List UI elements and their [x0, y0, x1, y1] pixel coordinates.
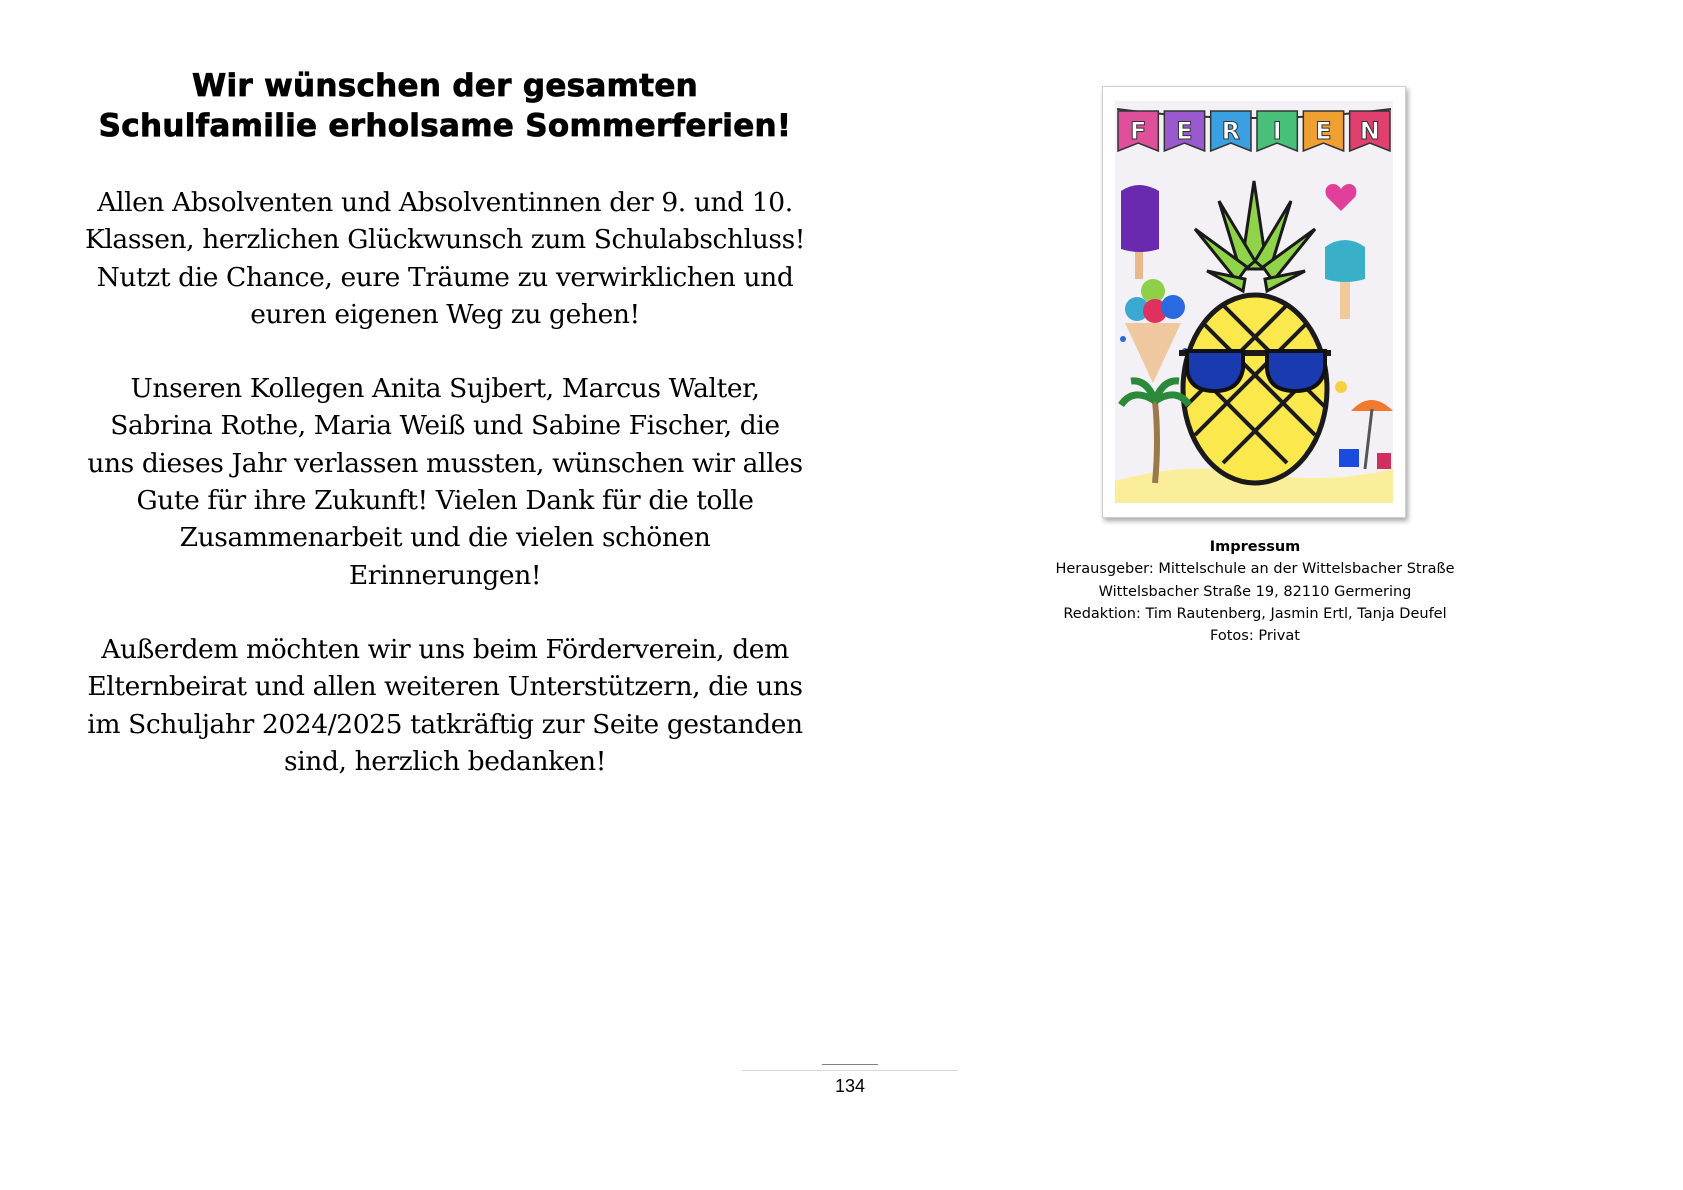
headline-line-2: Schulfamilie erholsame Sommerferien! — [98, 108, 792, 144]
text-line: Klassen, herzlichen Glückwunsch zum Schulabschluss! — [84, 224, 806, 256]
footer-divider — [822, 1064, 878, 1065]
text-line: Gute für ihre Zukunft! Vielen Dank für die tolle — [136, 485, 754, 517]
colleagues-paragraph — [75, 370, 815, 594]
greeting-column — [75, 66, 815, 817]
banner-letter: E — [1315, 117, 1332, 145]
pineapple-drawing — [1115, 101, 1393, 503]
banner-letter: I — [1272, 117, 1282, 145]
text-line: Erinnerungen! — [348, 559, 542, 591]
impressum-line: Redaktion: Tim Rautenberg, Jasmin Ertl, Tanja Deufel — [1063, 605, 1447, 622]
impressum-line: Wittelsbacher Straße 19, 82110 Germering — [1098, 583, 1412, 600]
text-line: sind, herzlich bedanken! — [284, 745, 606, 777]
text-line: im Schuljahr 2024/2025 tatkräftig zur Seite gestanden — [87, 708, 803, 740]
summer-drawing-photo — [1102, 86, 1406, 518]
headline — [75, 66, 815, 146]
banner-letter: R — [1221, 117, 1241, 145]
text-line: uns dieses Jahr verlassen mussten, wünschen wir alles — [87, 447, 803, 479]
text-line: Zusammenarbeit und die vielen schönen — [179, 522, 711, 554]
banner-letter: E — [1176, 117, 1193, 145]
page-number: 134 — [834, 1076, 866, 1096]
headline-line-1: Wir wünschen der gesamten — [191, 68, 699, 104]
text-line: Elternbeirat und allen weiteren Unterstützern, die uns — [87, 671, 803, 703]
text-line: Unseren Kollegen Anita Sujbert, Marcus Walter, — [130, 373, 760, 405]
banner-letter: N — [1359, 117, 1380, 145]
impressum-line: Fotos: Privat — [1210, 628, 1300, 645]
banner-letter: F — [1129, 117, 1147, 145]
footer-rule — [742, 1070, 958, 1071]
text-line: Sabrina Rothe, Maria Weiß und Sabine Fischer, die — [110, 410, 780, 442]
thanks-paragraph — [75, 631, 815, 780]
text-line: euren eigenen Weg zu gehen! — [250, 298, 640, 330]
impressum-title: Impressum — [1209, 539, 1301, 555]
impressum — [1000, 536, 1510, 647]
impressum-line: Herausgeber: Mittelschule an der Wittelsbacher Straße — [1055, 561, 1455, 578]
graduates-paragraph — [75, 184, 815, 333]
sun-icon — [1335, 381, 1347, 393]
text-line: Außerdem möchten wir uns beim Förderverein, dem — [101, 633, 789, 665]
text-line: Nutzt die Chance, eure Träume zu verwirklichen und — [96, 261, 794, 293]
text-line: Allen Absolventen und Absolventinnen der 9. und 10. — [97, 187, 793, 218]
